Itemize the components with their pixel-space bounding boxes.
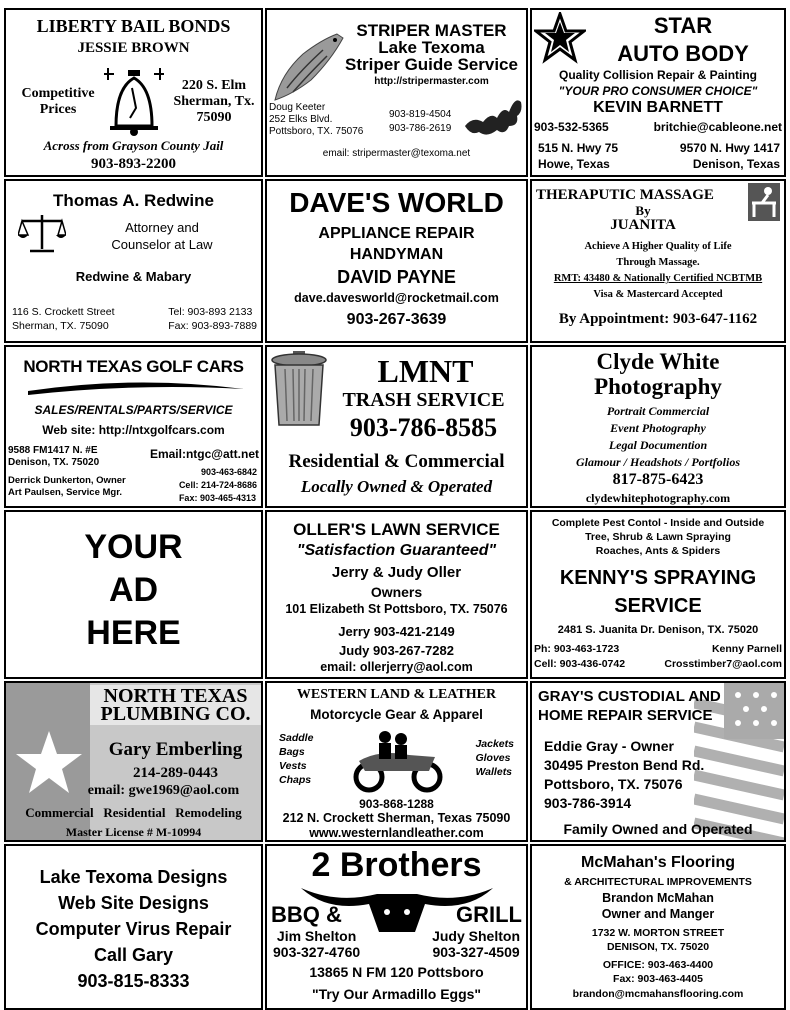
ad-line: "YOUR PRO CONSUMER CHOICE" xyxy=(558,84,758,98)
ad-website: Web site: http://ntxgolfcars.com xyxy=(42,423,225,437)
ad-email: email: gwe1969@aol.com xyxy=(87,783,240,798)
ad-title: THERAPUTIC MASSAGE xyxy=(536,187,714,203)
ad-address: 220 S. Elm Sherman, Tx. 75090 xyxy=(173,78,255,125)
ad-email: dave.davesworld@rocketmail.com xyxy=(294,291,499,305)
ad-daves-world xyxy=(265,179,528,343)
ad-title: OLLER'S LAWN SERVICE xyxy=(293,520,500,539)
ad-phone: 903-532-5365 xyxy=(534,120,609,134)
ad-redwine xyxy=(4,179,263,343)
ad-subtitle: & ARCHITECTURAL IMPROVEMENTS xyxy=(564,876,752,888)
ad-contact-left: Jim Shelton 903-327-4760 xyxy=(273,928,361,960)
ad-email: brandon@mcmahansflooring.com xyxy=(572,988,744,1000)
ad-address: Doug Keeter 252 Elks Blvd. Pottsboro, TX. 75076 xyxy=(269,102,364,137)
ad-lake-texoma-designs xyxy=(4,844,263,1010)
ad-title: Thomas A. Redwine xyxy=(53,191,214,210)
ad-striper-master xyxy=(265,8,528,177)
ad-clyde-white xyxy=(530,345,786,508)
ad-phones: Ph: 903-463-1723 Cell: 903-436-0742 xyxy=(534,643,626,670)
ad-products-left: Saddle Bags Vests Chaps xyxy=(279,732,314,786)
ad-tagline: "Try Our Armadillo Eggs" xyxy=(311,986,482,1002)
ad-phone: 903-267-3639 xyxy=(346,311,447,328)
ad-address: 9588 FM1417 N. #E Denison, TX. 75020 xyxy=(8,445,100,468)
ad-text: Competitive Prices xyxy=(21,86,95,117)
ad-services: SALES/RENTALS/PARTS/SERVICE xyxy=(34,403,233,417)
ad-email: britchie@cableone.net xyxy=(653,120,782,134)
ad-url: http://stripermaster.com xyxy=(374,76,489,87)
liberty-bell-icon xyxy=(102,68,166,138)
ad-placeholder: YOUR AD HERE xyxy=(84,528,183,652)
ad-ollers-lawn xyxy=(265,510,528,679)
ad-address: 1732 W. MORTON STREET DENISON, TX. 75020 xyxy=(591,927,725,953)
ad-phone: 903-868-1288 xyxy=(359,797,434,811)
ad-address: 212 N. Crockett Sherman, Texas 75090 xyxy=(282,811,511,825)
ad-services: APPLIANCE REPAIR HANDYMAN xyxy=(318,225,475,263)
ad-website: clydewhitephotography.com xyxy=(585,491,731,505)
ad-tagline: Family Owned and Operated xyxy=(563,821,753,837)
ad-phone: 214-289-0443 xyxy=(133,765,218,781)
ad-person: JESSIE BROWN xyxy=(77,40,190,56)
ad-title: LIBERTY BAIL BONDS xyxy=(36,16,231,36)
motorcycle-icon xyxy=(349,727,445,793)
ad-title: LMNT xyxy=(377,353,474,389)
ad-firm: Redwine & Mabary xyxy=(75,269,192,284)
ad-owner: DAVID PAYNE xyxy=(337,267,456,287)
ad-phones: Tel: 903-893 2133 Fax: 903-893-7889 xyxy=(168,306,257,332)
ad-phones: 903-819-4504 903-786-2619 xyxy=(389,109,452,134)
ad-phone: 903-463-6842 xyxy=(200,467,257,477)
ad-phones: OFFICE: 903-463-4400 Fax: 903-463-4405 xyxy=(602,959,714,985)
ad-email: email: stripermaster@texoma.net xyxy=(322,148,471,159)
ad-contact: Eddie Gray - Owner 30495 Preston Bend Rd. Pottsboro, TX. 75076 903-786-3914 xyxy=(544,738,705,811)
ad-title: STAR AUTO BODY xyxy=(617,13,749,66)
ad-by: By xyxy=(635,203,651,218)
ad-massage xyxy=(530,179,786,343)
ad-owner: KEVIN BARNETT xyxy=(593,99,723,116)
ad-address: 116 S. Crockett Street Sherman, TX. 75090 xyxy=(12,306,115,332)
ad-owner: Brandon McMahan Owner and Manger xyxy=(601,891,715,921)
ad-license: Master License # M-10994 xyxy=(65,825,202,839)
ad-liberty-bail-bonds xyxy=(4,8,263,177)
ad-appointment: By Appointment: 903-647-1162 xyxy=(558,311,758,327)
trash-can-icon xyxy=(271,351,327,427)
lake-map-icon xyxy=(463,82,525,144)
ad-contact: Kenny Parnell Crosstimber7@aol.com xyxy=(664,643,782,670)
ad-title: Clyde White Photography xyxy=(594,349,722,399)
ad-grays-custodial xyxy=(530,681,786,842)
ad-phone: 817-875-6423 xyxy=(612,471,704,488)
ad-title: KENNY'S SPRAYING SERVICE xyxy=(559,567,757,617)
ad-phone: 903-893-2200 xyxy=(91,156,176,172)
ad-lmnt-trash xyxy=(265,345,528,508)
star-icon xyxy=(534,12,586,64)
ad-north-texas-plumbing xyxy=(4,681,263,842)
ad-directory-page xyxy=(4,8,786,1004)
ad-description: Achieve A Higher Quality of Life Through Massage. RMT: 43480 & Nationally Certified NCBTMB Visa & Mastercard Accepted xyxy=(553,241,763,300)
ad-address: 9570 N. Hwy 1417 Denison, Texas xyxy=(679,141,780,171)
ad-star-auto-body xyxy=(530,8,786,177)
ad-owner: Gary Emberling xyxy=(108,739,243,760)
ad-role: Attorney and Counselor at Law xyxy=(111,220,213,252)
ad-phone: 903-786-8585 xyxy=(349,413,498,442)
ad-2-brothers-bbq xyxy=(265,844,528,1010)
ad-title: 2 Brothers xyxy=(311,846,482,884)
ad-title: McMahan's Flooring xyxy=(580,854,736,871)
ad-email: email: ollerjerry@aol.com xyxy=(320,660,473,674)
ad-website: www.westernlandleather.com xyxy=(309,826,484,840)
ad-address: 101 Elizabeth St Pottsboro, TX. 75076 xyxy=(285,602,508,616)
ad-address: 515 N. Hwy 75 Howe, Texas xyxy=(538,141,619,171)
ad-title: WESTERN LAND & LEATHER xyxy=(296,687,497,702)
fish-icon xyxy=(271,30,347,106)
ad-subtitle: Motorcycle Gear & Apparel xyxy=(310,707,483,722)
ad-title: NORTH TEXAS PLUMBING CO. xyxy=(90,685,261,725)
ad-bbq-left: BBQ & xyxy=(271,902,342,927)
ad-phones: Jerry 903-421-2149 Judy 903-267-7282 xyxy=(338,624,455,658)
ad-owners: Derrick Dunkerton, Owner Art Paulsen, Service Mgr. xyxy=(8,475,126,498)
scales-of-justice-icon xyxy=(18,213,66,253)
ad-name: JUANITA xyxy=(610,217,676,233)
ad-title: STRIPER MASTER Lake Texoma Striper Guide Service xyxy=(345,21,518,74)
ad-names: Jerry & Judy Oller xyxy=(331,564,462,581)
ad-tagline: Across from Grayson County Jail xyxy=(43,138,224,153)
ad-your-ad-here xyxy=(4,510,263,679)
ad-services: Portrait Commercial Event Photography Legal Documention Glamour / Headshots / Portfolios xyxy=(575,404,741,469)
ad-western-land-leather xyxy=(265,681,528,842)
ad-title: GRAY'S CUSTODIAL AND HOME REPAIR SERVICE xyxy=(538,688,721,724)
ad-products-right: Jackets Gloves Wallets xyxy=(475,738,514,778)
ad-address: 2481 S. Juanita Dr. Denison, TX. 75020 xyxy=(557,624,759,636)
ad-slogan: "Satisfaction Guaranteed" xyxy=(296,542,497,559)
ad-email: Email:ntgc@att.net xyxy=(149,447,259,461)
ad-contact-right: Judy Shelton 903-327-4509 xyxy=(432,928,520,960)
ad-owners: Owners xyxy=(370,584,423,600)
ad-title: NORTH TEXAS GOLF CARS xyxy=(23,357,244,376)
ad-north-texas-golf-cars xyxy=(4,345,263,508)
ad-bbq-right: GRILL xyxy=(456,902,522,927)
ad-kennys-spraying xyxy=(530,510,786,679)
ad-address: 13865 N FM 120 Pottsboro xyxy=(309,964,484,980)
ad-services: Complete Pest Contol - Inside and Outside Tree, Shrub & Lawn Spraying Roaches, Ants & Spiders xyxy=(551,517,765,557)
swoosh-icon xyxy=(26,379,246,397)
ad-subtitle: TRASH SERVICE xyxy=(342,389,505,411)
ad-services: Lake Texoma Designs Web Site Designs Computer Virus Repair Call Gary 903-815-8333 xyxy=(35,867,232,991)
ad-mcmahans-flooring xyxy=(530,844,786,1010)
ad-line: Quality Collision Repair & Painting xyxy=(558,68,758,82)
ad-line: Residential & Commercial xyxy=(288,451,505,472)
ad-services: Commercial Residential Remodeling xyxy=(25,805,242,820)
ad-title: DAVE'S WORLD xyxy=(289,187,504,218)
ad-line: Locally Owned & Operated xyxy=(300,477,493,496)
ad-contact: Cell: 214-724-8686 Fax: 903-465-4313 xyxy=(178,480,257,503)
